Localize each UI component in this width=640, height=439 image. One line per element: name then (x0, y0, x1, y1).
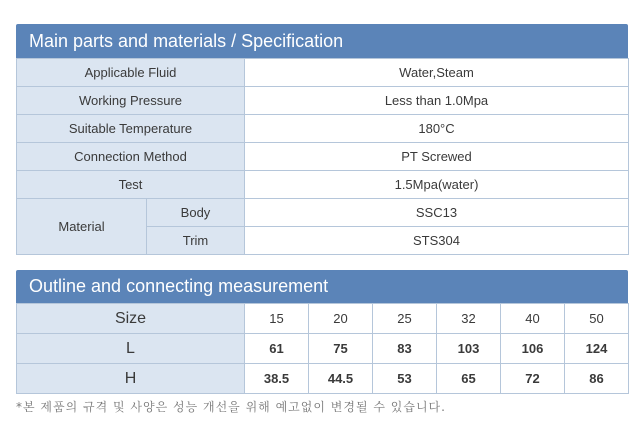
l-value: 83 (373, 334, 437, 364)
l-value: 103 (437, 334, 501, 364)
material-trim-label: Trim (147, 227, 245, 255)
size-value: 50 (565, 304, 629, 334)
table-row (17, 87, 629, 115)
material-body-value: SSC13 (245, 199, 629, 227)
h-row (17, 364, 629, 394)
spec-value: Less than 1.0Mpa (245, 87, 629, 115)
spec-value: 1.5Mpa(water) (245, 171, 629, 199)
l-value: 75 (309, 334, 373, 364)
spec-label: Working Pressure (17, 87, 245, 115)
outline-table (16, 303, 629, 394)
l-row (17, 334, 629, 364)
specification-title: Main parts and materials / Specification (29, 30, 344, 51)
spec-label: Connection Method (17, 143, 245, 171)
l-label: L (17, 334, 245, 364)
h-value: 38.5 (245, 364, 309, 394)
size-label: Size (17, 304, 245, 334)
size-row (17, 304, 629, 334)
outline-header (16, 270, 628, 303)
table-row (17, 59, 629, 87)
h-label: H (17, 364, 245, 394)
l-value: 106 (501, 334, 565, 364)
specification-header (16, 24, 628, 58)
spec-value: Water,Steam (245, 59, 629, 87)
h-value: 44.5 (309, 364, 373, 394)
specification-table (16, 58, 629, 255)
material-trim-value: STS304 (245, 227, 629, 255)
h-value: 72 (501, 364, 565, 394)
size-value: 40 (501, 304, 565, 334)
l-value: 61 (245, 334, 309, 364)
table-row (17, 143, 629, 171)
size-value: 25 (373, 304, 437, 334)
spec-value: 180°C (245, 115, 629, 143)
material-body-label: Body (147, 199, 245, 227)
spec-label: Applicable Fluid (17, 59, 245, 87)
material-label: Material (17, 199, 147, 255)
spec-label: Suitable Temperature (17, 115, 245, 143)
l-value: 124 (565, 334, 629, 364)
size-value: 32 (437, 304, 501, 334)
table-row (17, 115, 629, 143)
spec-value: PT Screwed (245, 143, 629, 171)
size-value: 15 (245, 304, 309, 334)
outline-title: Outline and connecting measurement (29, 276, 329, 296)
table-row (17, 199, 629, 227)
h-value: 86 (565, 364, 629, 394)
size-value: 20 (309, 304, 373, 334)
h-value: 65 (437, 364, 501, 394)
spec-label: Test (17, 171, 245, 199)
h-value: 53 (373, 364, 437, 394)
table-row (17, 171, 629, 199)
disclaimer-notice: *본 제품의 규격 및 사양은 성능 개선을 위해 예고없이 변경될 수 있습니다. (16, 400, 446, 414)
